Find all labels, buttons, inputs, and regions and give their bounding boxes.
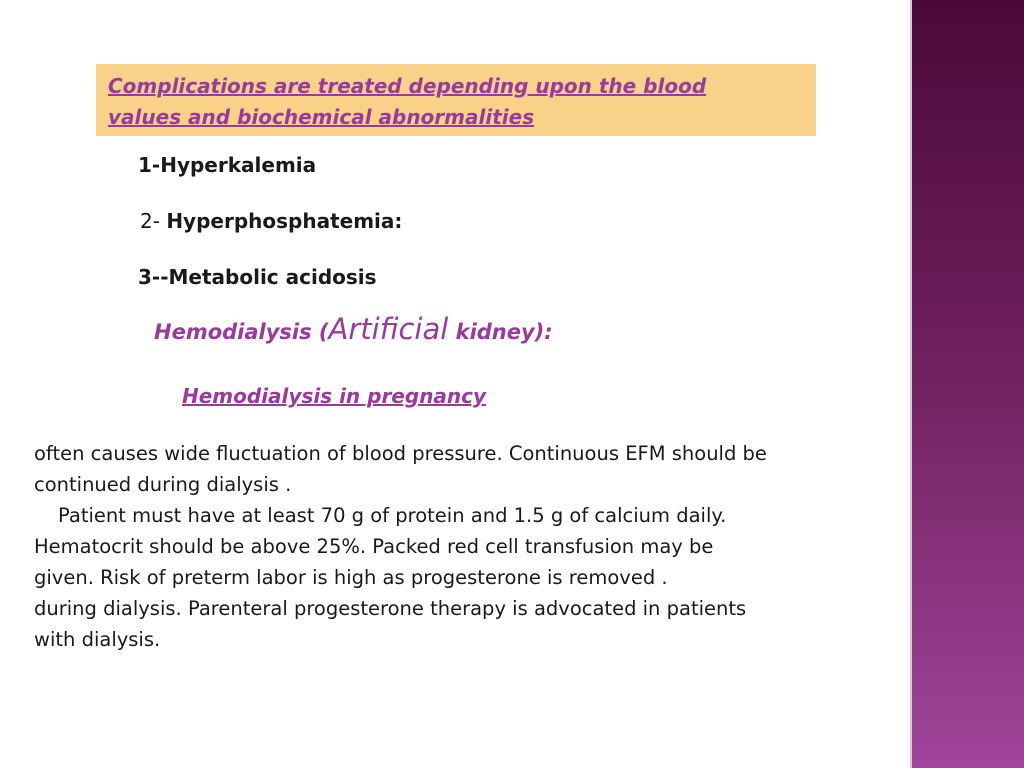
list-item-hyperphosphatemia [140, 209, 402, 233]
hemodialysis-heading [154, 312, 553, 346]
list-item-label: Hyperphosphatemia: [166, 209, 403, 233]
banner-title [108, 71, 804, 133]
hemodialysis-suffix: kidney): [448, 320, 553, 344]
body-line-5: given. Risk of preterm labor is high as progesterone is removed . [34, 566, 668, 589]
banner-line-2: values and biochemical abnormalities [108, 105, 535, 129]
body-line-3: Patient must have at least 70 g of protein and 1.5 g of calcium daily. [58, 504, 727, 527]
banner-line-1: Complications are treated depending upon the blood [108, 74, 707, 98]
body-line-2: continued during dialysis . [34, 473, 292, 496]
pregnancy-heading: Hemodialysis in pregnancy [182, 384, 487, 408]
list-item-hyperkalemia: 1-Hyperkalemia [138, 153, 317, 177]
body-line-7: with dialysis. [34, 628, 161, 651]
body-line-6: during dialysis. Parenteral progesterone therapy is advocated in patients [34, 597, 747, 620]
body-line-1: often causes wide fluctuation of blood pressure. Continuous EFM should be [34, 442, 767, 465]
body-line-4: Hematocrit should be above 25%. Packed red cell transfusion may be [34, 535, 714, 558]
hemodialysis-prefix: Hemodialysis ( [154, 320, 329, 344]
header-banner [96, 64, 816, 136]
hemodialysis-emphasis: Artificial [328, 312, 449, 346]
list-item-number: 2- [140, 209, 167, 233]
decorative-sidebar [912, 0, 1024, 768]
body-paragraph [34, 438, 904, 655]
list-item-metabolic-acidosis: 3--Metabolic acidosis [138, 265, 377, 289]
